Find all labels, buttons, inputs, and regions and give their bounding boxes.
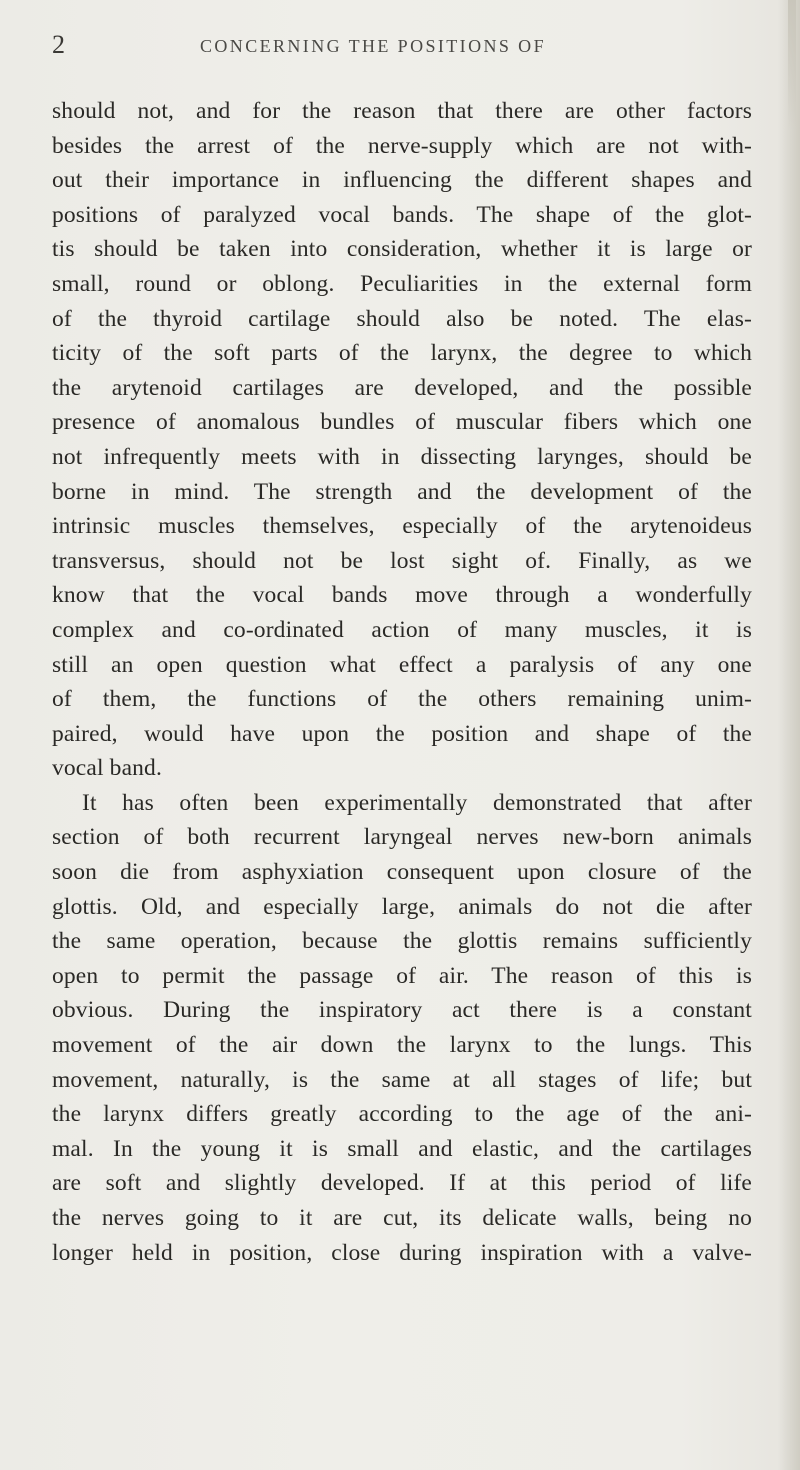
text-line: movement of the air down the larynx to the lungs. This (52, 1032, 752, 1059)
text-line: positions of paralyzed vocal bands. The shape of the glot- (52, 201, 752, 228)
text-line: glottis. Old, and especially large, animals do not die after (52, 893, 752, 920)
text-line: the same operation, because the glottis remains sufficiently (52, 928, 752, 955)
text-line: longer held in position, close during inspiration with a valve- (52, 1239, 752, 1266)
paragraph-container (52, 94, 752, 1270)
text-line: mal. In the young it is small and elastic, and the cartilages (52, 1135, 752, 1162)
text-line: still an open question what effect a paralysis of any one (52, 651, 752, 678)
text-line: It has often been experimentally demonstrated that after (82, 789, 752, 816)
paragraph (52, 786, 752, 1270)
text-line: should not, and for the reason that there are other factors (52, 98, 752, 124)
paragraph (52, 94, 752, 786)
text-line: of them, the functions of the others remaining unim- (52, 686, 752, 713)
text-line: movement, naturally, is the same at all stages of life; but (52, 1066, 752, 1093)
running-title: CONCERNING THE POSITIONS OF (200, 36, 546, 56)
text-line: obvious. During the inspiratory act there is a constant (52, 997, 752, 1024)
text-line: intrinsic muscles themselves, especially of the arytenoideus (52, 513, 752, 540)
text-line: the arytenoid cartilages are developed, and the possible (52, 374, 752, 401)
page-edge-stain (788, 0, 796, 130)
text-line: paired, would have upon the position and shape of the (52, 720, 752, 747)
text-line: section of both recurrent laryngeal nerves new-born animals (52, 824, 752, 851)
text-line: tis should be taken into consideration, whether it is large or (52, 236, 752, 263)
text-line: are soft and slightly developed. If at this period of life (52, 1170, 752, 1197)
text-line: the nerves going to it are cut, its delicate walls, being no (52, 1205, 752, 1231)
text-line: complex and co-ordinated action of many muscles, it is (52, 616, 752, 643)
text-line: the larynx differs greatly according to the age of the ani- (52, 1101, 752, 1128)
text-line: presence of anomalous bundles of muscular fibers which one (52, 409, 752, 436)
text-line: ticity of the soft parts of the larynx, the degree to which (52, 340, 752, 367)
body-text (52, 94, 752, 1270)
text-line: transversus, should not be lost sight of. Finally, as we (52, 547, 752, 574)
text-line: vocal band. (52, 755, 162, 782)
text-line: of the thyroid cartilage should also be noted. The elas- (52, 305, 752, 332)
text-line: open to permit the passage of air. The reason of this is (52, 962, 752, 989)
page-edge-shadow (778, 0, 800, 1470)
text-line: out their importance in influencing the different shapes and (52, 167, 752, 194)
text-line: borne in mind. The strength and the development of the (52, 478, 752, 505)
text-line: soon die from asphyxiation consequent upon closure of the (52, 859, 752, 886)
text-line: not infrequently meets with in dissecting larynges, should be (52, 443, 752, 470)
page-number: 2 (52, 30, 66, 59)
text-line: know that the vocal bands move through a wonderfully (52, 582, 752, 609)
running-head (52, 30, 752, 70)
text-line: small, round or oblong. Peculiarities in the external form (52, 270, 752, 297)
text-line: besides the arrest of the nerve-supply which are not with- (52, 132, 752, 159)
